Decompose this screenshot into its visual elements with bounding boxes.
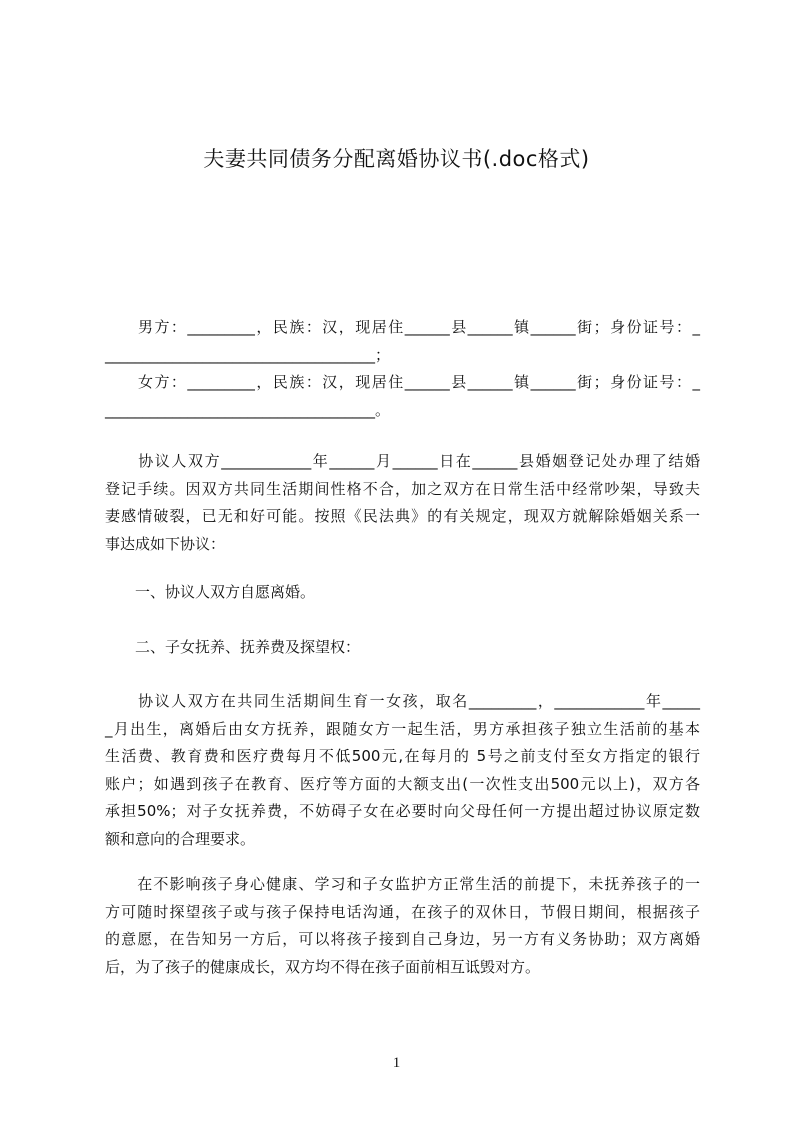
text-line: ____________________________________； — [105, 345, 391, 364]
text-line: 额和意向的合理要求。 — [105, 829, 256, 848]
document-title: 夫妻共同债务分配离婚协议书(.doc格式) — [203, 147, 590, 171]
text-line: ____________________________________。 — [105, 400, 391, 419]
text-line: 在不影响孩子身心健康、学习和子女监护方正常生活的前提下，未抚养孩子的一 — [105, 875, 700, 893]
paragraph — [105, 579, 700, 607]
text-line: 的意愿，在告知另一方后，可以将孩子接到自己身边，另一方有义务协助；双方离婚 — [105, 930, 700, 949]
text-line: 女方：_________，民族：汉，现居住______县______镇______街；身份证号：_ — [105, 373, 700, 391]
paragraph — [105, 871, 700, 981]
text-line: 一、协议人双方自愿离婚。 — [105, 583, 316, 601]
text-line: 协议人双方在共同生活期间生育一女孩，取名_________，____________年_____ — [105, 692, 700, 710]
text-line: 协议人双方____________年______月______日在______县婚姻登记处办理了结婚 — [105, 452, 700, 470]
text-line: 方可随时探望孩子或与孩子保持电话沟通，在孩子的双休日，节假日期间，根据孩子 — [105, 902, 700, 921]
text-line: 账户；如遇到孩子在教育、医疗等方面的大额支出(一次性支出500元以上)，双方各 — [105, 774, 700, 793]
text-line: 事达成如下协议： — [105, 534, 226, 553]
text-line: 二、子女抚养、抚养费及探望权： — [105, 638, 361, 656]
text-line: 妻感情破裂，已无和好可能。按照《民法典》的有关规定，现双方就解除婚姻关系一 — [105, 507, 700, 526]
text-line: 男方：_________，民族：汉，现居住______县______镇______街；身份证号：_ — [105, 318, 700, 336]
paragraph — [105, 369, 700, 424]
text-line: 承担50%；对子女抚养费，不妨碍子女在必要时向父母任何一方提出超过协议原定数 — [105, 802, 700, 821]
text-line: 登记手续。因双方共同生活期间性格不合，加之双方在日常生活中经常吵架，导致夫 — [105, 479, 700, 498]
text-line: 生活费、教育费和医疗费每月不低500元,在每月的 5号之前支付至女方指定的银行 — [105, 747, 700, 766]
paragraph — [105, 314, 700, 369]
paragraph — [105, 448, 700, 558]
page-number: 1 — [392, 1055, 401, 1071]
paragraph — [105, 688, 700, 854]
paragraph — [105, 634, 700, 662]
text-line: _月出生，离婚后由女方抚养，跟随女方一起生活，男方承担孩子独立生活前的基本 — [105, 719, 700, 738]
text-line: 后，为了孩子的健康成长，双方均不得在孩子面前相互诋毁对方。 — [105, 957, 541, 976]
